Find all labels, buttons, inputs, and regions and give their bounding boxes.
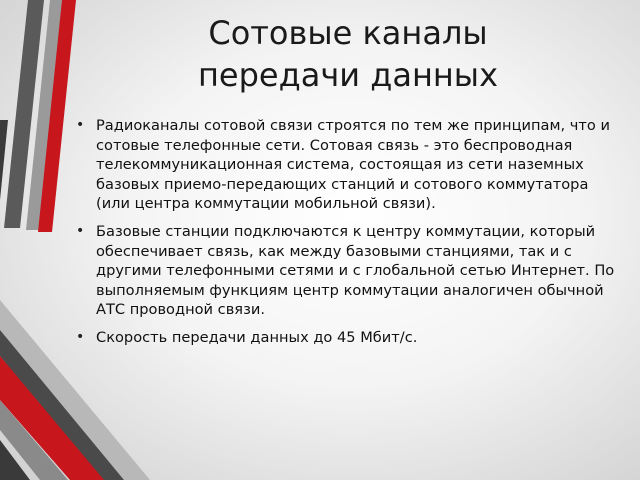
stripe-edge-left <box>0 120 8 200</box>
bullet-dot-icon: • <box>76 328 85 345</box>
bullet-list <box>76 116 616 356</box>
bullet-text-2: Базовые станции подключаются к центру коммутации, который обеспечивает связь, как между базовыми станциями, так и с другими телефонными сетями и с глобальной сетью Интернет. По выполняемым функциям центр коммутации аналогичен обычной АТС проводной связи. <box>96 222 615 319</box>
bullet-item-1 <box>76 116 616 214</box>
title-line-2: передачи данных <box>198 56 498 94</box>
bullet-text-3: Скорость передачи данных до 45 Мбит/с. <box>96 328 418 346</box>
bullet-dot-icon: • <box>76 117 85 133</box>
bullet-item-3 <box>76 328 616 348</box>
bullet-item-2 <box>76 222 616 320</box>
title-line-1: Сотовые каналы <box>208 14 488 52</box>
slide-title <box>168 12 528 96</box>
bullet-text-1: Радиоканалы сотовой связи строятся по тем же принципам, что и сотовые телефонные сети. Сотовая связь - это беспроводная телекоммуникационная система, состоящая из сети наземных базовых приемо-передающих станций и сотового коммутатора (или центра коммутации мобильной связи). <box>96 117 610 213</box>
bullet-dot-icon: • <box>76 222 85 239</box>
